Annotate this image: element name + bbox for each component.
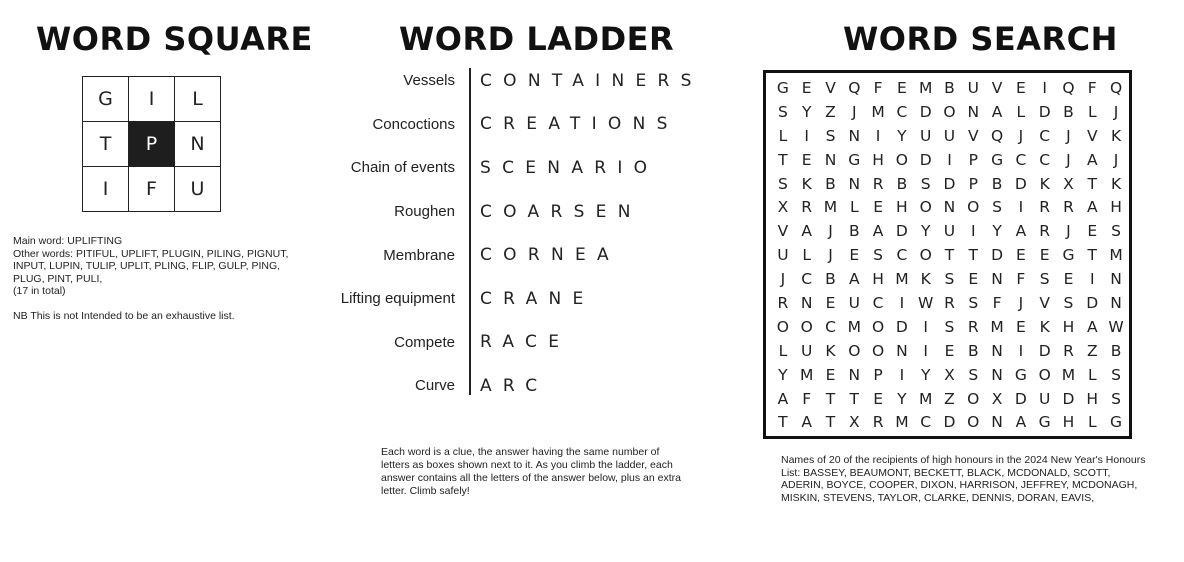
word-search-cell: D [919,150,932,169]
word-search-cell: R [944,293,955,312]
word-search-cell: J [852,102,857,121]
word-search-cell: V [967,126,979,145]
word-search-cell: O [1038,365,1051,384]
word-search-cell: E [825,293,836,312]
word-search-cell: L [802,246,812,265]
word-ladder-title: WORD LADDER [399,20,675,58]
word-search-cell: O [943,102,956,121]
word-search-cell: S [777,102,788,121]
word-search-cell: H [1086,389,1099,408]
word-search-cell: A [1086,198,1098,217]
word-search-cell: D [1086,293,1099,312]
word-search-cell: C [825,317,836,336]
word-search-cell: B [1110,341,1122,360]
square-cell: U [175,167,221,212]
word-search-cell: T [825,389,836,408]
word-search-cell: R [801,198,813,217]
word-search-cell: Z [825,102,836,121]
word-search-cell: A [1086,317,1098,336]
word-search-cell: V [991,78,1003,97]
word-search-cell: R [872,413,884,432]
word-search-cell: O [919,246,932,265]
word-search-cell: D [943,413,956,432]
word-search-cell: K [1110,174,1122,193]
word-search-cell: N [896,341,908,360]
ladder-answer: CORNEA [480,245,620,266]
word-search-cell: T [778,413,788,432]
nb-text: NB This is not Intended to be an exhaustive list. [13,309,235,322]
word-search-cell: U [777,246,789,265]
ladder-answer: RACE [480,332,571,353]
word-search-cell: O [895,150,908,169]
word-search-cell: I [899,293,905,312]
word-search-cell: D [1038,341,1051,360]
square-center-cell: P [129,122,175,167]
word-search-cell: Y [897,389,907,408]
ladder-divider [469,68,471,395]
word-search-cell: I [875,126,881,145]
word-search-cell: L [1087,365,1097,384]
word-search-cell: M [871,102,885,121]
word-search-cell: B [825,270,836,289]
other-words-text: Other words: PITIFUL, UPLIFT, PLUGIN, PILING, PIGNUT, INPUT, LUPIN, TULIP, UPLIT, PLING, FLIP, GULP, PING, PLUG, PINT, PULI, [13,247,289,285]
word-search-cell: T [1087,174,1097,193]
word-search-cell: Y [778,365,788,384]
word-search-cell: V [825,78,836,97]
word-search-cell: U [848,293,860,312]
word-search-cell: D [943,174,956,193]
word-search-cell: C [872,293,884,312]
word-search-cell: I [923,341,928,360]
word-search-cell: X [944,365,955,384]
ladder-answer: SCENARIO [480,157,659,178]
word-search-cell: F [873,78,883,97]
word-search-cell: G [1014,365,1027,384]
word-search-cell: A [872,222,884,241]
word-search-cell: H [1062,413,1075,432]
word-search-cell: I [804,126,809,145]
word-search-cell: J [1066,150,1071,169]
word-search-cell: C [1015,150,1027,169]
word-search-cell: D [1038,102,1051,121]
word-search-cell: J [1066,222,1071,241]
word-search-cell: W [918,293,934,312]
word-search-cell: F [1016,270,1026,289]
word-search-cell: R [1039,198,1051,217]
word-search-cell: C [801,270,813,289]
word-search-cell: U [943,222,956,241]
word-search-cell: B [848,222,860,241]
word-search-cell: X [777,198,789,217]
word-search-cell: X [848,413,860,432]
word-search-cell: U [967,78,979,97]
word-search-grid [771,76,1128,434]
word-search-cell: Q [1109,78,1123,97]
word-search-cell: C [1039,150,1051,169]
word-search-box [763,70,1132,439]
word-search-cell: G [1038,413,1051,432]
ladder-clue: Chain of events [350,159,455,177]
word-search-cell: A [801,222,812,241]
ladder-answer: ARC [480,375,549,396]
ladder-answer: CRANE [480,288,595,309]
word-search-cell: M [847,317,861,336]
word-search-cell: Q [1062,78,1075,97]
word-search-cell: M [1061,365,1076,384]
ladder-instructions: Each word is a clue, the answer having the same number of letters as boxes shown next to it. As you climb the ladder, each answer contains all the letters of the answer below, plus an extra letter. Climb safely! [381,446,681,497]
word-search-cell: A [777,389,789,408]
square-cell: T [83,122,129,167]
word-search-cell: W [1108,317,1124,336]
word-search-cell: V [777,222,789,241]
square-cell: I [129,77,175,122]
word-search-cell: X [1063,174,1074,193]
word-search-cell: C [896,246,908,265]
ladder-answer: CONTAINERS [480,70,703,91]
word-search-cell: O [871,317,885,336]
word-search-title: WORD SEARCH [843,20,1118,58]
word-search-cell: E [1063,270,1074,289]
word-search-cell: E [849,246,860,265]
word-search-cell: H [872,270,884,289]
word-search-cell: B [896,174,908,193]
word-search-cell: L [778,341,788,360]
word-search-cell: M [918,389,933,408]
word-search-cell: N [991,270,1003,289]
word-search-cell: D [991,246,1004,265]
word-search-cell: P [873,365,883,384]
word-search-cell: S [825,126,836,145]
square-cell: N [175,122,221,167]
word-search-cell: H [1062,317,1075,336]
word-search-cell: E [968,270,979,289]
ladder-clues [300,59,455,408]
word-search-cell: M [895,413,909,432]
word-search-cell: B [1063,102,1074,121]
word-search-cell: J [1018,293,1024,312]
ladder-clue: Lifting equipment [340,290,455,308]
word-search-cell: Q [848,78,861,97]
word-search-cell: T [849,389,860,408]
square-cell: F [129,167,175,212]
word-search-cell: A [801,413,812,432]
word-search-cell: R [872,174,884,193]
word-search-cell: S [920,174,931,193]
word-search-cell: E [801,78,812,97]
word-search-cell: I [1018,198,1024,217]
word-search-cell: H [872,150,884,169]
word-search-cell: L [1087,413,1097,432]
word-search-cell: J [1018,126,1024,145]
ladder-clue: Vessels [403,72,455,90]
word-search-cell: S [777,174,788,193]
word-search-cell: T [968,246,978,265]
word-search-cell: L [849,198,859,217]
word-search-cell: N [848,174,861,193]
word-search-cell: I [923,317,928,336]
word-search-cell: F [1087,78,1097,97]
word-search-cell: N [967,102,980,121]
ladder-clue: Curve [414,377,455,395]
word-search-cell: T [778,150,788,169]
word-search-cell: S [873,246,883,265]
word-search-cell: R [777,293,789,312]
word-search-cell: N [1110,270,1122,289]
word-square-title: WORD SQUARE [36,20,313,58]
word-search-cell: J [1113,102,1119,121]
word-search-cell: H [1110,198,1122,217]
word-square-notes [13,235,313,322]
word-search-cell: E [873,198,883,217]
word-search-cell: S [968,293,979,312]
word-search-cell: N [1110,293,1122,312]
word-search-cell: T [944,246,955,265]
word-search-cell: F [992,293,1002,312]
word-square-grid [82,76,221,212]
word-search-cell: I [1042,78,1047,97]
word-search-cell: N [848,365,861,384]
word-search-cell: J [828,222,833,241]
word-search-cell: N [991,365,1003,384]
word-search-cell: Z [944,389,955,408]
word-search-cell: E [873,389,883,408]
word-search-cell: Q [990,126,1004,145]
word-search-cell: I [899,365,905,384]
word-search-cell: N [800,293,813,312]
word-search-cell: J [1113,150,1119,169]
word-search-cell: G [1110,413,1123,432]
word-search-cell: E [1015,246,1026,265]
word-search-cell: Y [920,365,931,384]
word-search-cell: U [801,341,813,360]
word-search-cell: D [919,102,932,121]
word-search-cell: E [801,150,812,169]
word-search-cell: I [1018,341,1024,360]
word-search-cell: S [1111,222,1121,241]
word-search-cell: O [848,341,861,360]
word-search-cell: I [947,150,952,169]
word-search-cell: L [1016,102,1026,121]
square-cell: G [83,77,129,122]
word-search-cell: O [919,198,932,217]
word-search-cell: G [848,150,861,169]
word-search-cell: A [1015,413,1027,432]
word-search-cell: O [967,198,980,217]
word-search-cell: S [968,365,979,384]
word-search-cell: E [1087,222,1098,241]
ladder-clue: Concoctions [372,115,455,133]
word-search-cell: R [1039,222,1051,241]
word-search-cell: K [1039,174,1050,193]
square-cell: I [83,167,129,212]
word-search-cell: A [1086,150,1098,169]
word-search-cell: E [896,78,907,97]
word-search-cell: U [1038,389,1051,408]
ladder-clue: Compete [394,333,455,351]
word-search-cell: U [943,126,956,145]
word-search-cell: E [944,341,955,360]
word-search-cell: E [1015,317,1026,336]
word-search-cell: S [1063,293,1074,312]
word-search-cell: S [992,198,1002,217]
word-search-cell: L [778,126,788,145]
word-search-cell: P [968,150,978,169]
word-search-cell: S [944,270,955,289]
ladder-clue: Membrane [383,246,455,264]
word-search-cell: M [823,198,838,217]
word-search-cell: V [1039,293,1050,312]
word-search-cell: T [1087,246,1097,265]
word-search-cell: A [991,102,1003,121]
word-search-cell: D [1014,174,1027,193]
ladder-answer: CREATIONS [480,114,679,135]
word-search-cell: B [825,174,836,193]
word-search-cell: O [871,341,885,360]
word-search-cell: K [1110,126,1122,145]
ladder-answers [480,59,703,408]
word-search-cell: L [1087,102,1097,121]
word-search-cell: H [896,198,908,217]
word-search-cell: K [920,270,931,289]
word-search-cell: Y [992,222,1002,241]
word-search-cell: K [1039,317,1050,336]
word-search-cell: D [895,222,908,241]
word-search-cell: C [920,413,932,432]
word-search-cell: S [944,317,955,336]
word-search-cell: S [1111,365,1121,384]
word-search-cell: O [967,413,980,432]
word-search-cell: B [991,174,1003,193]
word-search-cell: K [801,174,812,193]
total-count-text: (17 in total) [13,285,66,297]
word-search-cell: G [1062,246,1075,265]
word-search-cell: T [825,413,836,432]
word-search-cell: F [802,389,812,408]
ladder-answer: COARSEN [480,201,642,222]
word-search-cell: N [991,341,1003,360]
word-search-cell: Z [1086,341,1098,360]
word-search-cell: M [918,78,933,97]
word-search-cell: N [848,126,861,145]
word-search-cell: C [896,102,908,121]
word-search-cell: R [967,317,979,336]
word-search-cell: I [1089,270,1095,289]
word-search-cell: M [800,365,814,384]
word-search-cell: M [895,270,909,289]
word-search-cell: Y [920,222,931,241]
word-search-note: Names of 20 of the recipients of high honours in the 2024 New Year's Honours List: BASSEY, BEAUMONT, BECKETT, BLACK, MCDONALD, SCOTT, ADERIN, BOYCE, COOPER, DIXON, HARRISON, JEFFREY, MCDONAGH, MISKIN, STEVENS, TAYLOR, CLARKE, DENNIS, DORAN, EAVIS, [781,454,1146,504]
word-search-cell: S [1111,389,1121,408]
main-word-text: Main word: UPLIFTING [13,235,123,247]
word-search-cell: O [967,389,980,408]
word-search-cell: P [968,174,978,193]
word-search-cell: B [967,341,979,360]
word-search-cell: Y [801,102,812,121]
word-search-cell: V [1086,126,1098,145]
word-search-cell: N [991,413,1003,432]
word-search-cell: U [920,126,932,145]
square-cell: L [175,77,221,122]
word-search-cell: R [1063,341,1074,360]
word-search-cell: G [991,150,1004,169]
word-search-cell: D [895,317,908,336]
ladder-clue: Roughen [394,203,455,221]
word-search-cell: E [825,365,836,384]
word-search-cell: J [1066,126,1071,145]
word-search-cell: N [824,150,837,169]
word-search-cell: D [1014,389,1027,408]
word-search-cell: M [1109,246,1123,265]
word-search-cell: J [828,246,833,265]
word-search-cell: I [970,222,976,241]
word-search-cell: X [991,389,1003,408]
word-search-cell: A [1015,222,1027,241]
word-search-cell: Y [897,126,907,145]
word-search-cell: K [825,341,836,360]
word-search-cell: O [776,317,789,336]
word-search-cell: N [943,198,956,217]
word-search-cell: R [1063,198,1074,217]
word-search-cell: G [776,78,789,97]
word-search-cell: A [848,270,860,289]
word-search-cell: B [944,78,955,97]
word-search-cell: M [990,317,1004,336]
word-search-cell: S [1039,270,1050,289]
word-search-cell: E [1015,78,1026,97]
word-search-cell: C [1039,126,1051,145]
word-search-cell: E [1039,246,1050,265]
word-search-cell: J [780,270,786,289]
word-search-cell: D [1062,389,1075,408]
word-search-cell: O [800,317,813,336]
